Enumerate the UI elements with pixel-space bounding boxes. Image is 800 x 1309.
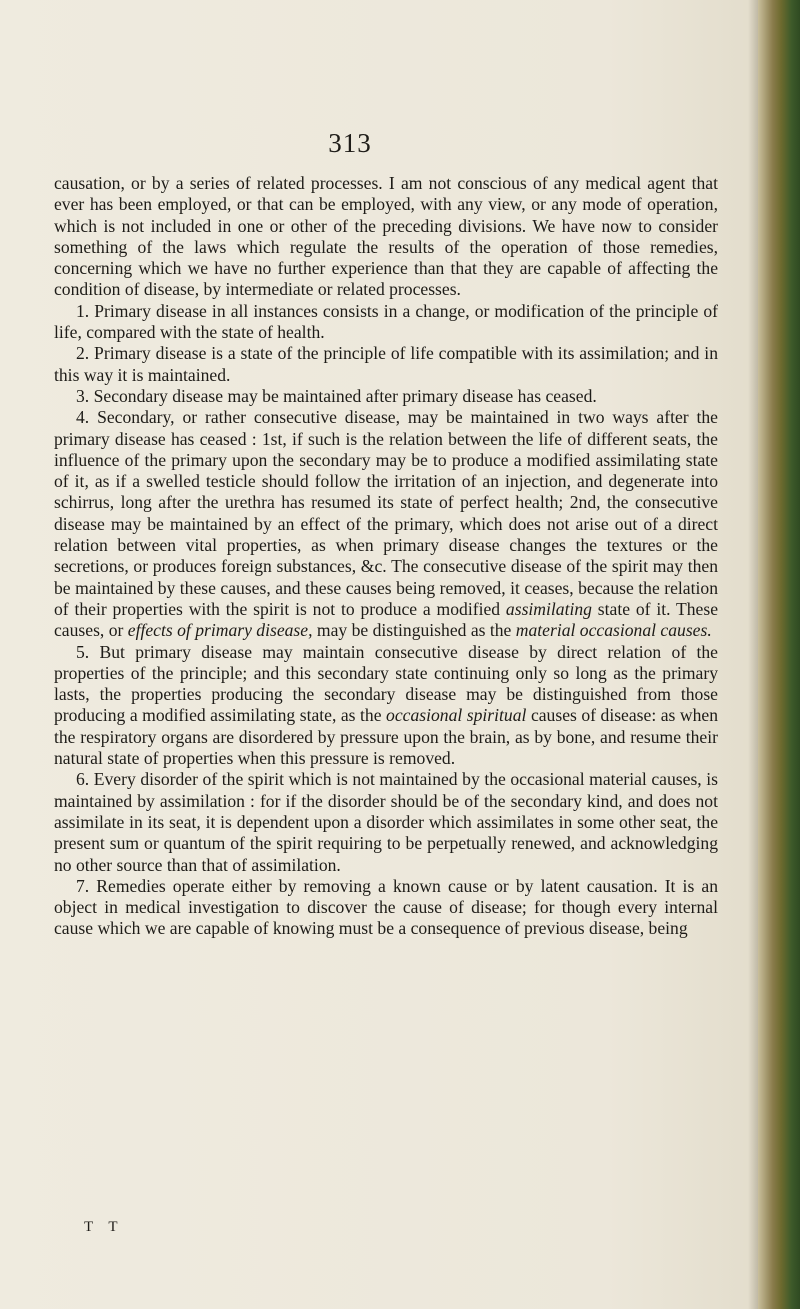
paragraph-6: 6. Every disorder of the spirit which is not maintained by the occasional material causes, is maintained by assimilation : for if the disorder should be of the secondary kind, and does not assimilate in its seat, it is dependent upon a disorder which assimilates in some other seat, the present sum or quantum of the spirit requiring to be perpetually renewed, and acknowledging no other source than that of assimilation. xyxy=(54,769,718,875)
body-text xyxy=(54,173,718,940)
paragraph-1: 1. Primary disease in all instances consists in a change, or modification of the principle of life, compared with the state of health. xyxy=(54,300,718,343)
paragraph-intro: causation, or by a series of related processes. I am not conscious of any medical agent that ever has been employed, or that can be employed, with any view, or any mode of operation, which is not included in one or other of the preceding divisions. We have now to consider something of the laws which regulate the results of the operation of those remedies, concerning which we have no further experience than that they are capable of affecting the condition of disease, by intermediate or related processes. xyxy=(54,173,718,300)
paragraph-7: 7. Remedies operate either by removing a known cause or by latent causation. It is an object in medical investigation to discover the cause of disease; for though every internal cause which we are capable of knowing must be a consequence of previous disease, being xyxy=(54,875,718,939)
paragraph-4-italic-effects: effects of primary disease, xyxy=(127,620,313,641)
paragraph-4-italic-assimilating: assimilating xyxy=(505,598,592,619)
paragraph-5-text-b: causes of disease: as when the respiratory organs are disordered by pressure upon the brain, as by bone, and resume their natural state of properties when this pressure is removed. xyxy=(54,705,718,769)
paragraph-4-italic-material-causes: material occasional causes. xyxy=(515,620,712,641)
paragraph-5 xyxy=(54,642,718,770)
paragraph-3: 3. Secondary disease may be maintained after primary disease has ceased. xyxy=(76,385,597,406)
paragraph-4-text-b: state of it. These causes, or xyxy=(54,598,718,641)
paragraph-4 xyxy=(54,407,718,641)
paragraph-5-italic-spiritual: occasional spiritual xyxy=(386,705,527,726)
paragraph-4-text-c: may be distinguished as the xyxy=(316,620,512,641)
paragraph-2: 2. Primary disease is a state of the principle of life compatible with its assimilation; and in this way it is maintained. xyxy=(54,343,718,385)
page-number: 313 xyxy=(328,128,372,158)
paragraph-5-text-a: 5. But primary disease may maintain consecutive disease by direct relation of the properties of the principle; and this secondary state continuing only so long as the primary lasts, the properties producing the secondary disease may be distinguished from those producing a modified assimilating state, as the xyxy=(54,641,718,726)
signature-mark: T T xyxy=(84,1219,124,1235)
book-binding-edge xyxy=(758,0,800,1309)
paragraph-4-text-a: 4. Secondary, or rather consecutive disease, may be maintained in two ways after the primary disease has ceased : 1st, if such is the relation between the life of different seats, the influence of the primary upon the secondary may be to produce a modified assimilating state of it, as if a swelled testicle should follow the irritation of an injection, and degenerate into schirrus, long after the urethra has resumed its state of perfect health; 2nd, the consecutive disease may be maintained by an effect of the primary, which does not arise out of a direct relation between vital properties, as when primary disease changes the textures or the secretions, or produces foreign substances, &c. The consecutive disease of the spirit may then be maintained by these causes, and these causes being removed, it ceases, because the relation of their properties with the spirit is not to produce a modified xyxy=(54,407,718,619)
